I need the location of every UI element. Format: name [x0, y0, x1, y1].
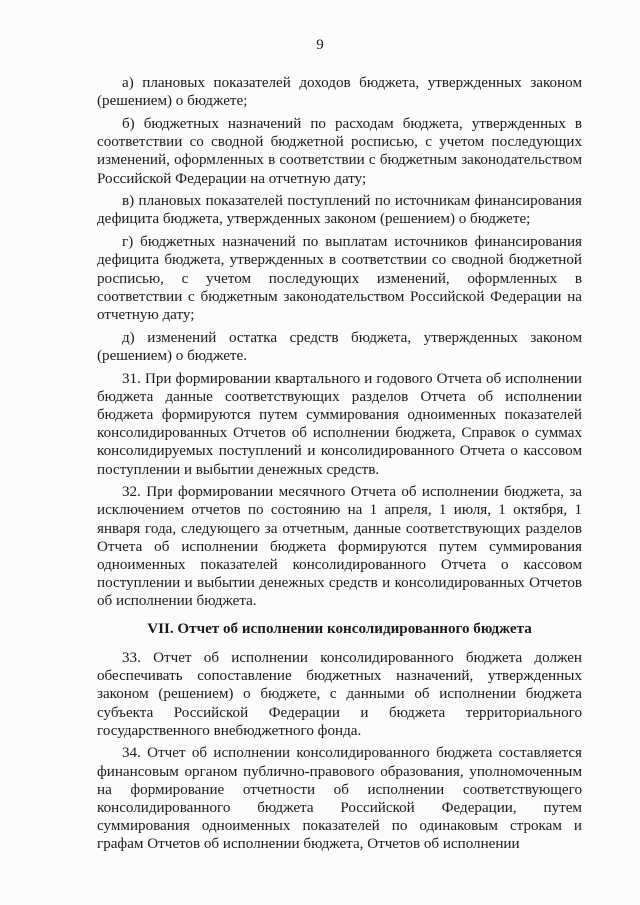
paragraph-v: в) плановых показателей поступлений по источникам финансирования дефицита бюджета, утвержденных законом (решением) о бюджете; — [97, 193, 582, 228]
document-body — [97, 74, 582, 858]
paragraph-33: 33. Отчет об исполнении консолидированного бюджета должен обеспечивать сопоставление бюджетных назначений, утвержденных законом (решением) о бюджете, с данными об исполнении бюджета субъекта Российской Федерации и бюджета территориального государственного внебюджетного фонда. — [97, 649, 582, 739]
paragraph-31: 31. При формировании квартального и годового Отчета об исполнении бюджета данные соответствующих разделов Отчета об исполнении бюджета формируются путем суммирования одноименных показателей консолидированных Отчетов об исполнении бюджета, Справок о суммах консолидируемых поступлений и консолидированного Отчета о кассовом поступлении и выбытии денежных средств. — [97, 370, 582, 478]
paragraph-g: г) бюджетных назначений по выплатам источников финансирования дефицита бюджета, утвержденных в соответствии со сводной бюджетной росписью, с учетом последующих изменений, оформленных в соответствии с бюджетным законодательством Российской Федерации на отчетную дату; — [97, 234, 582, 323]
paragraph-d: д) изменений остатка средств бюджета, утвержденных законом (решением) о бюджете. — [97, 329, 582, 364]
paragraph-32: 32. При формировании месячного Отчета об исполнении бюджета, за исключением отчетов по состоянию на 1 апреля, 1 июля, 1 октября, 1 января года, следующего за отчетным, данные соответствующих разделов Отчета об исполнении бюджета формируются путем суммирования одноименных показателей консолидированного Отчета о кассовом поступлении и выбытии денежных средств и консолидированных Отчетов об исполнении бюджета. — [97, 484, 582, 610]
section-heading: VII. Отчет об исполнении консолидированного бюджета — [147, 620, 532, 637]
paragraph-a: а) плановых показателей доходов бюджета, утвержденных законом (решением) о бюджете; — [97, 75, 582, 110]
page-number: 9 — [316, 37, 324, 53]
paragraph-b: б) бюджетных назначений по расходам бюджета, утвержденных в соответствии со сводной бюджетной росписью, с учетом последующих изменений, оформленных в соответствии с бюджетным законодательством Российской Федерации на отчетную дату; — [97, 115, 582, 187]
paragraph-34: 34. Отчет об исполнении консолидированного бюджета составляется финансовым органом публично-правового образования, уполномоченным на формирование отчетности об исполнении соответствующего консолидированного бюджета Российской Федерации, путем суммирования одноименных показателей по одинаковым строкам и графам Отчетов об исполнении бюджета, Отчетов об исполнении — [97, 745, 582, 853]
